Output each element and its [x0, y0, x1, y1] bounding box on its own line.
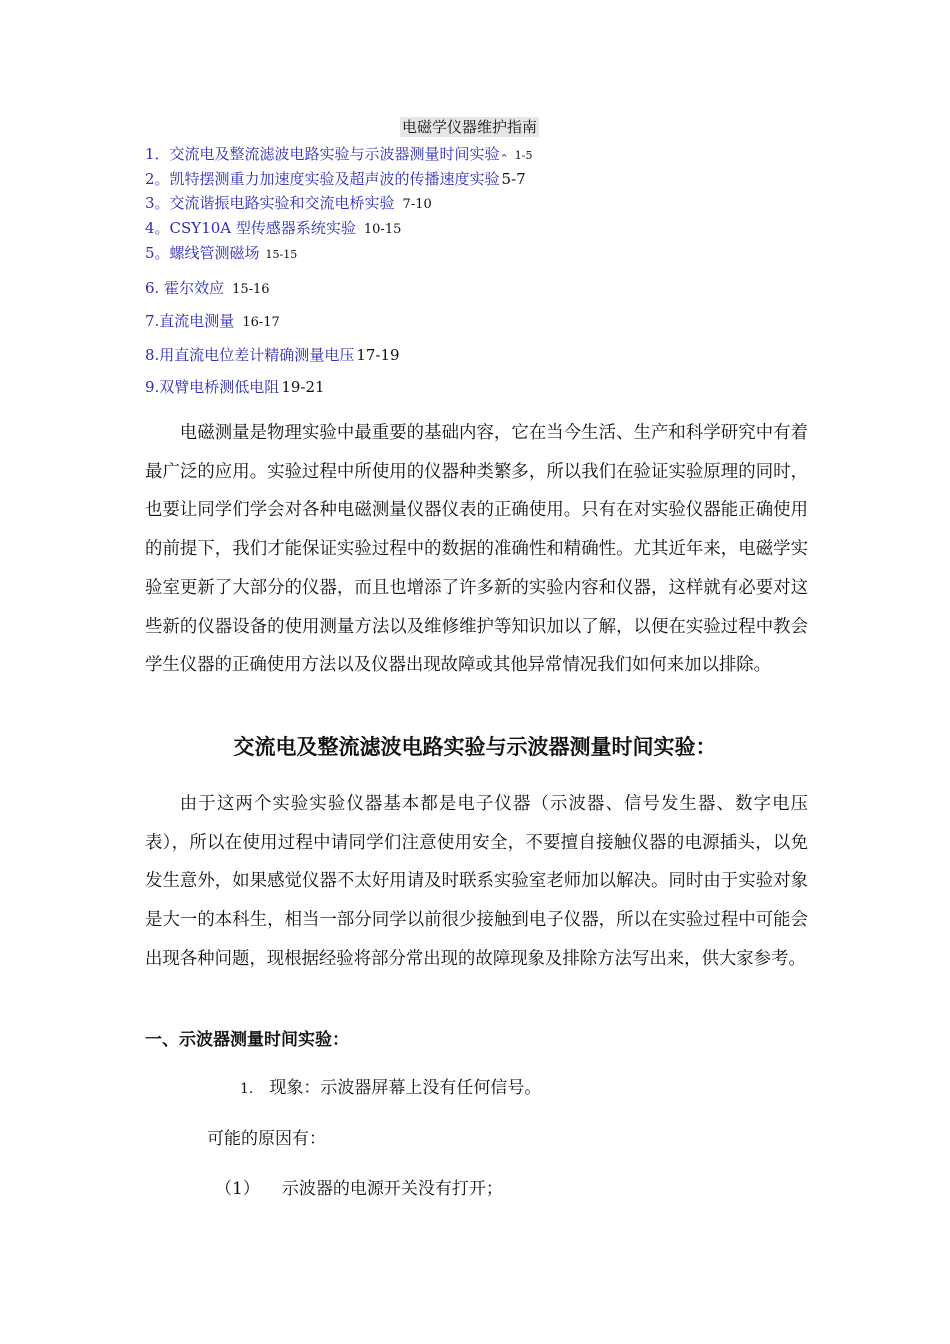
toc-item-label[interactable]: 2。凯特摆测重力加速度实验及超声波的传播速度实验 [145, 170, 500, 188]
toc-item-label[interactable]: 6. 霍尔效应 [145, 279, 225, 297]
toc-item[interactable] [145, 193, 432, 215]
toc-item-pages: 5-7 [501, 170, 526, 188]
toc-item[interactable] [145, 278, 270, 300]
intro-paragraph: 电磁测量是物理实验中最重要的基础内容，它在当今生活、生产和科学研究中有着最广泛的应用。实验过程中所使用的仪器种类繁多，所以我们在验证实验原理的同时，也要让同学们学会对各种电磁测量仪器仪表的正确使用。只有在对实验仪器能正确使用的前提下，我们才能保证实验过程中的数据的准确性和精确性。尤其近年来，电磁学实验室更新了大部分的仪器，而且也增添了许多新的实验内容和仪器，这样就有必要对这些新的仪器设备的使用测量方法以及维修维护等知识加以了解，以便在实验过程中教会学生仪器的正确使用方法以及仪器出现故障或其他异常情况我们如何来加以排除。 [145, 423, 808, 676]
toc-item[interactable] [145, 243, 297, 265]
toc-item-pages: 16-17 [242, 315, 280, 330]
toc-item-label[interactable]: 7.直流电测量 [145, 312, 235, 330]
toc-item-pages: 10-15 [363, 222, 402, 237]
phenomenon-item [240, 1074, 541, 1103]
toc-item-pages: 1-5 [514, 149, 533, 162]
toc-item-pages: 19-21 [281, 378, 325, 396]
toc-item[interactable] [145, 218, 401, 240]
section-paragraph: 由于这两个实验实验仪器基本都是电子仪器（示波器、信号发生器、数字电压表），所以在使用过程中请同学们注意使用安全，不要擅自接触仪器的电源插头，以免发生意外，如果感觉仪器不太好用请及时联系实验室老师加以解决。同时由于实验对象是大一的本科生，相当一部分同学以前很少接触到电子仪器，所以在实验过程中可能会出现各种问题，现根据经验将部分常出现的故障现象及排除方法写出来，供大家参考。 [145, 794, 808, 969]
toc-item-pages: 15-16 [232, 282, 270, 297]
cause-text: 示波器的电源开关没有打开； [281, 1179, 503, 1199]
toc-item-label[interactable]: 3。交流谐振电路实验和交流电桥实验 [145, 194, 395, 212]
toc-item-pages: 7-10 [402, 197, 432, 212]
causes-label: 可能的原因有： [207, 1129, 326, 1149]
toc-item-label[interactable]: 5。螺线管测磁场 [145, 244, 260, 262]
toc-item-label[interactable]: 8.用直流电位差计精确测量电压 [145, 346, 355, 364]
toc-item-label[interactable]: 4。CSY10A 型传感器系统实验 [145, 219, 356, 237]
cause-number: （1） [215, 1179, 260, 1199]
toc-item-pages: 15-15 [265, 248, 298, 261]
document-title: 电磁学仪器维护指南 [402, 118, 538, 136]
cause-item [215, 1175, 503, 1203]
toc-item[interactable] [145, 144, 532, 169]
toc-item[interactable] [145, 169, 526, 189]
toc-item-pages: 17-19 [356, 346, 400, 364]
subsection-heading: 一、示波器测量时间实验： [145, 1030, 349, 1050]
toc-item[interactable] [145, 345, 400, 365]
phenomenon-text: 现象：示波器屏幕上没有任何信号。 [269, 1078, 542, 1098]
toc-item[interactable] [145, 377, 325, 397]
toc-item[interactable] [145, 311, 280, 333]
toc-item-label[interactable]: 9.双臂电桥测低电阻 [145, 378, 280, 396]
toc-item-label[interactable]: 1．交流电及整流滤波电路实验与示波器测量时间实验 [145, 145, 500, 163]
caret-icon: ⌃ [499, 152, 509, 165]
phenomenon-number: 1. [240, 1081, 254, 1097]
section-heading: 交流电及整流滤波电路实验与示波器测量时间实验： [233, 734, 717, 759]
